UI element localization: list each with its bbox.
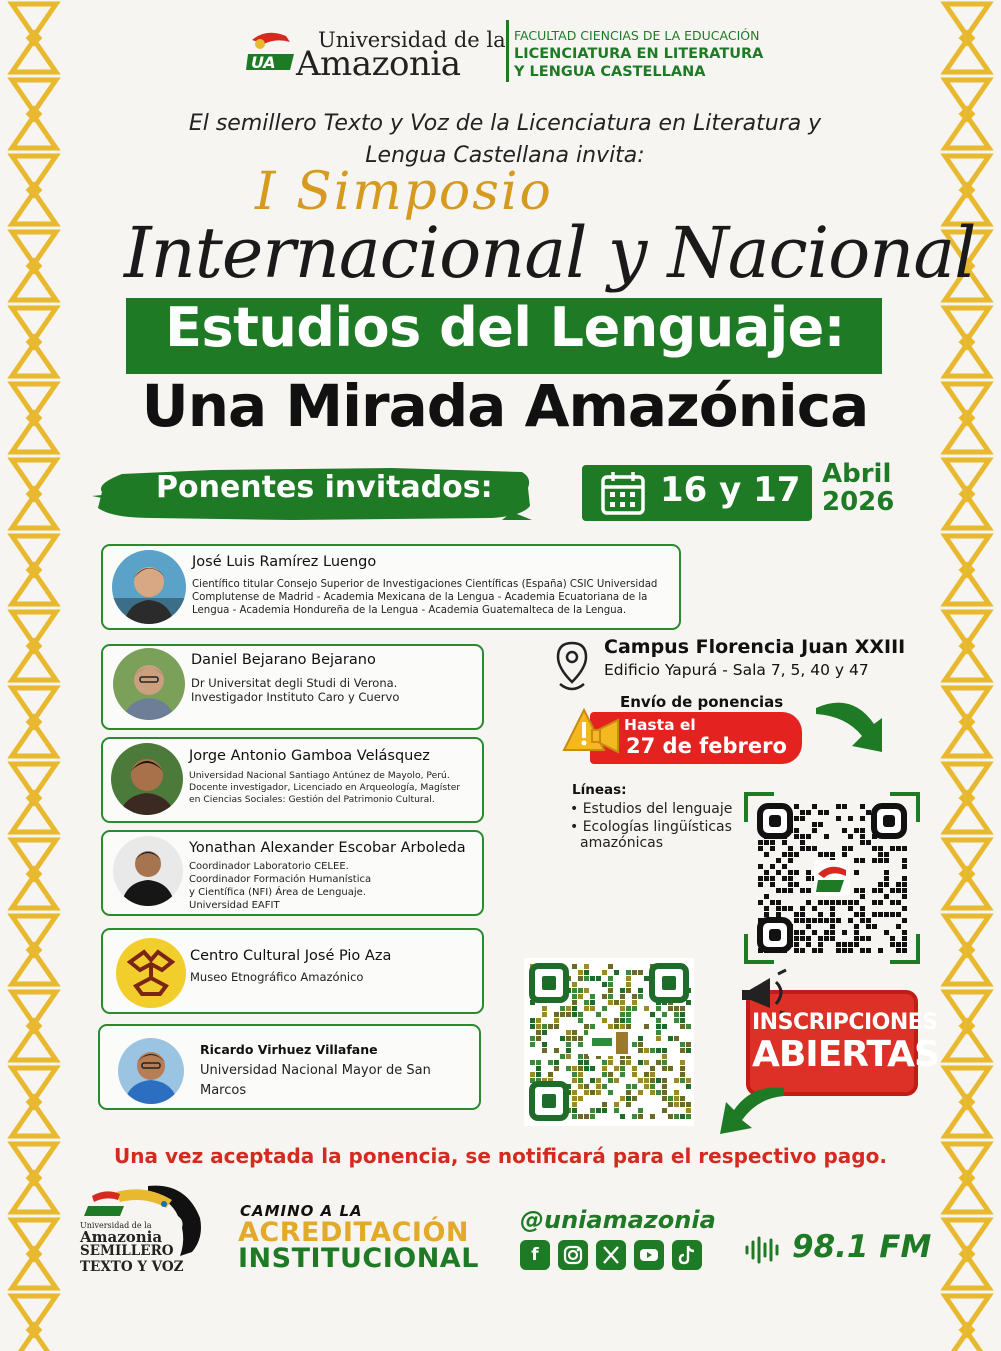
payment-notice: Una vez aceptada la ponencia, se notificará para el respectivo pago. <box>114 1144 887 1168</box>
speaker-name: Ricardo Virhuez Villafane <box>200 1042 378 1057</box>
event-month: Abril <box>822 459 892 489</box>
registration-line2: ABIERTAS <box>752 1034 939 1075</box>
semillero-line2: Amazonia <box>80 1228 163 1246</box>
right-decorative-border <box>939 0 995 1351</box>
header-divider <box>506 20 509 82</box>
semillero-line1: Universidad de la <box>80 1221 152 1230</box>
megaphone-icon <box>740 968 794 1014</box>
title-internacional: Internacional y Nacional <box>124 212 976 294</box>
speaker-desc-line: Coordinador Formación Humanística <box>189 874 372 885</box>
ponentes-label: Ponentes invitados: <box>156 470 493 505</box>
speaker-desc-line: Investigador Instituto Caro y Cuervo <box>191 690 400 704</box>
speaker-desc <box>189 860 371 912</box>
lines-item: • Ecologías lingüísticas <box>570 819 732 835</box>
calendar-icon <box>600 470 646 516</box>
speaker-photo <box>113 648 185 720</box>
speaker-desc-line: Universidad Nacional Santiago Antúnez de Mayolo, Perú. <box>189 770 450 781</box>
speaker-desc-line: y Científica (NFI) Área de Lenguaje. <box>189 887 366 898</box>
speaker-photo <box>111 743 183 815</box>
warning-megaphone-icon <box>562 706 626 762</box>
semillero-line3: SEMILLERO <box>80 1243 174 1259</box>
university-logo <box>246 20 506 84</box>
speaker-photo <box>113 836 183 906</box>
speaker-desc-line: en Ciencias Sociales: Gestión del Patrimonio Cultural. <box>189 794 435 805</box>
centro-cultural-logo <box>116 938 186 1008</box>
instagram-icon[interactable] <box>558 1240 588 1270</box>
invitation-line2: Lengua Castellana invita: <box>365 143 645 168</box>
speaker-desc-line: Marcos <box>200 1083 247 1098</box>
x-icon[interactable] <box>596 1240 626 1270</box>
radio-frequency: 98.1 FM <box>792 1229 932 1265</box>
venue-building: Edificio Yapurá - Sala 7, 5, 40 y 47 <box>604 661 869 679</box>
tiktok-icon[interactable] <box>672 1240 702 1270</box>
faculty-name: FACULTAD CIENCIAS DE LA EDUCACIÓN <box>514 28 760 43</box>
speaker-desc <box>191 676 399 704</box>
submission-label: Envío de ponencias <box>620 693 784 711</box>
accreditation-prefix: CAMINO A LA <box>240 1202 363 1220</box>
toucan-ua-icon <box>246 30 294 74</box>
curved-arrow-icon <box>812 694 898 758</box>
semillero-line4: TEXTO Y VOZ <box>80 1259 184 1275</box>
speaker-desc-line: Dr Universitat degli Studi di Verona. <box>191 676 398 690</box>
curved-arrow-icon <box>708 1080 788 1136</box>
program-line2: Y LENGUA CASTELLANA <box>514 64 706 80</box>
speaker-desc-line: Lengua - Academia Hondureña de la Lengua - Academia Guatemalteca de la Lengua. <box>192 605 627 616</box>
main-title-line2: Una Mirada Amazónica <box>141 372 869 440</box>
university-name-line1: Universidad de la <box>318 28 506 52</box>
event-month-year <box>822 460 894 516</box>
speaker-photo <box>118 1038 184 1104</box>
speaker-desc <box>189 770 460 806</box>
registration-line1: INSCRIPCIONES <box>752 1010 938 1035</box>
secondary-qr-code[interactable] <box>524 958 694 1126</box>
speaker-name: Jorge Antonio Gamboa Velásquez <box>189 748 430 764</box>
accreditation-line1: ACREDITACIÓN <box>238 1217 470 1248</box>
speaker-desc-line: Universidad Nacional Mayor de San <box>200 1063 431 1078</box>
youtube-icon[interactable] <box>634 1240 664 1270</box>
speaker-desc <box>192 578 657 617</box>
lines-item: • Estudios del lenguaje <box>570 801 733 817</box>
speaker-desc-line: Coordinador Laboratorio CELEE. <box>189 861 349 872</box>
event-days: 16 y 17 <box>660 470 801 510</box>
university-name-line2: Amazonia <box>296 44 461 84</box>
speaker-desc-line: Complutense de Madrid - Academia Mexicana de la Lengua - Academia Ecuatoriana de la <box>192 592 648 603</box>
speaker-name: Daniel Bejarano Bejarano <box>191 652 376 668</box>
speaker-name: Yonathan Alexander Escobar Arboleda <box>189 840 466 856</box>
main-title-line1: Estudios del Lenguaje: <box>165 296 845 359</box>
social-handle[interactable]: @uniamazonia <box>520 1206 716 1234</box>
sound-wave-icon <box>744 1236 784 1264</box>
title-simposio: I Simposio <box>255 162 553 222</box>
speaker-desc <box>200 1061 431 1101</box>
lines-item: amazónicas <box>580 835 664 851</box>
deadline-until: Hasta el <box>624 716 696 734</box>
left-decorative-border <box>6 0 62 1351</box>
event-year: 2026 <box>822 487 895 517</box>
speaker-desc <box>190 971 363 984</box>
speaker-photo <box>112 550 186 624</box>
speaker-desc-line: Docente investigador, Licenciado en Arqueología, Magíster <box>189 782 461 793</box>
lines-title: Líneas: <box>572 782 627 798</box>
facebook-icon[interactable]: f <box>520 1240 550 1270</box>
location-pin-icon <box>554 640 590 694</box>
speaker-desc-line: Científico titular Consejo Superior de Investigaciones Científicas (España) CSIC Universidad <box>192 579 658 590</box>
program-line1: LICENCIATURA EN LITERATURA <box>514 46 764 62</box>
deadline-date: 27 de febrero <box>626 734 787 758</box>
invitation-line1: El semillero Texto y Voz de la Licenciatura en Literatura y <box>188 111 822 136</box>
speaker-name: Centro Cultural José Pio Aza <box>190 948 392 964</box>
svg-text:UA: UA <box>251 53 276 72</box>
speaker-name: José Luis Ramírez Luengo <box>192 554 377 570</box>
speaker-desc-line: Museo Etnográfico Amazónico <box>190 970 364 984</box>
accreditation-line2: INSTITUCIONAL <box>238 1243 479 1274</box>
registration-qr-code[interactable] <box>744 792 920 964</box>
venue-campus: Campus Florencia Juan XXIII <box>604 636 906 658</box>
faculty-block <box>514 27 763 81</box>
speaker-desc-line: Universidad EAFIT <box>189 900 280 911</box>
